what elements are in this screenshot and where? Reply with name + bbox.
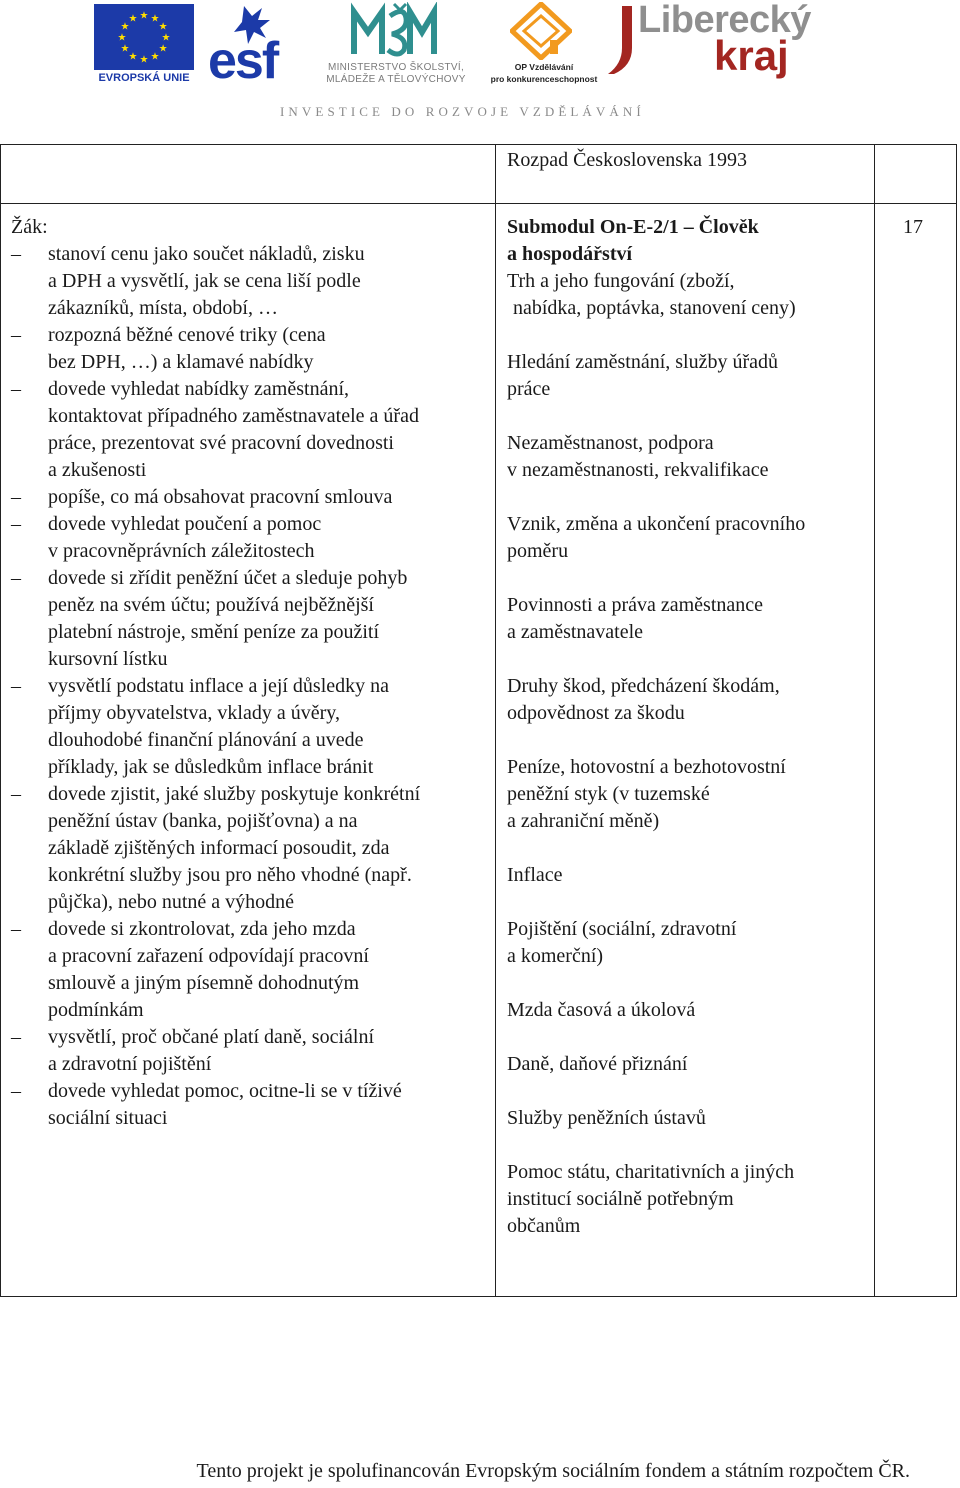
msmt-line2: MLÁDEŽE A TĚLOVÝCHOVY [326, 74, 466, 85]
outcome-item [11, 673, 491, 781]
eu-star-icon: ★ [128, 13, 138, 25]
outcome-line: peněžní ústav (banka, pojišťovna) a na [48, 810, 358, 832]
outcome-item [11, 322, 491, 376]
dash-bullet-icon: – [11, 324, 21, 346]
eu-caption: EVROPSKÁ UNIE [98, 72, 190, 84]
dash-bullet-icon: – [11, 567, 21, 589]
topic-line: Pojištění (sociální, zdravotní [507, 918, 737, 940]
submodule-subtopic-1: Trh a jeho fungování (zboží, [507, 270, 735, 292]
outcome-line: zákazníků, místa, období, … [48, 297, 278, 319]
eu-star-icon: ★ [161, 32, 171, 44]
eu-logo [94, 4, 194, 86]
outcome-item [11, 1078, 491, 1132]
outcome-line: práce, prezentovat své pracovní dovednosti [48, 432, 394, 454]
outcome-line: dovede zjistit, jaké služby poskytuje konkrétní [48, 783, 421, 805]
outcome-item [11, 376, 491, 484]
top-topic: Rozpad Československa 1993 [507, 149, 747, 171]
msmt-logo [306, 2, 486, 86]
outcome-line: vysvětlí podstatu inflace a její důsledky na [48, 675, 390, 697]
eu-star-icon: ★ [120, 43, 130, 55]
outcome-item [11, 1024, 491, 1078]
topic-line: Hledání zaměstnání, služby úřadů [507, 351, 779, 373]
topic-block [507, 997, 867, 1024]
topic-line: a zaměstnavatele [507, 621, 644, 643]
curriculum-table [0, 144, 957, 1297]
eu-star-icon: ★ [139, 54, 149, 66]
eu-star-icon: ★ [128, 51, 138, 63]
outcome-line: dovede vyhledat poučení a pomoc [48, 513, 322, 535]
topic-line: práce [507, 378, 551, 400]
outcome-item [11, 781, 491, 916]
dash-bullet-icon: – [11, 675, 21, 697]
topic-line: a komerční) [507, 945, 604, 967]
topic-line: Mzda časová a úkolová [507, 999, 696, 1021]
dash-bullet-icon: – [11, 486, 21, 508]
outcome-line: a pracovní zařazení odpovídají pracovní [48, 945, 369, 967]
lk-swoosh-icon [606, 4, 636, 76]
outcome-line: platební nástroje, smění peníze za použití [48, 621, 379, 643]
topic-line: odpovědnost za škodu [507, 702, 685, 724]
outcome-line: v pracovněprávních záležitostech [48, 540, 315, 562]
outcomes-list [11, 241, 491, 1132]
topic-line: peněžní styk (v tuzemské [507, 783, 710, 805]
op-vk-logo [488, 2, 600, 86]
footer-note: Tento projekt je spolufinancován Evropským sociálním fondem a státním rozpočtem ČR. [196, 1460, 910, 1482]
topic-block [507, 1051, 867, 1078]
outcome-item [11, 916, 491, 1024]
outcome-item [11, 565, 491, 673]
outcome-line: konkrétní služby jsou pro něho vhodné (např. [48, 864, 412, 886]
topic-line: Druhy škod, předcházení škodám, [507, 675, 780, 697]
eu-star-icon: ★ [139, 10, 149, 22]
topic-block [507, 862, 867, 889]
outcome-line: podmínkám [48, 999, 144, 1021]
outcome-line: kursovní lístku [48, 648, 168, 670]
outcome-line: vysvětlí, proč občané platí daně, sociální [48, 1026, 375, 1048]
outcome-line: příklady, jak se důsledkům inflace bránit [48, 756, 374, 778]
outcome-line: stanoví cenu jako součet nákladů, zisku [48, 243, 365, 265]
eu-star-icon: ★ [150, 13, 160, 25]
liberecky-kraj-logo [606, 0, 820, 84]
topic-line: Pomoc státu, charitativních a jiných [507, 1161, 795, 1183]
eu-star-icon: ★ [158, 21, 168, 33]
outcome-line: peněz na svém účtu; používá nejběžnější [48, 594, 374, 616]
topic-line: Daně, daňové přiznání [507, 1053, 688, 1075]
topic-line: poměru [507, 540, 569, 562]
dash-bullet-icon: – [11, 1080, 21, 1102]
outcome-line: základě zjištěných informací posoudit, zda [48, 837, 390, 859]
outcome-line: půjčka), nebo nutné a výhodné [48, 891, 295, 913]
submodule-subtopic-2: nabídka, poptávka, stanovení ceny) [513, 297, 796, 319]
outcome-line: dovede vyhledat pomoc, ocitne-li se v tíživé [48, 1080, 402, 1102]
row-divider [1, 203, 956, 204]
outcome-line: a zdravotní pojištění [48, 1053, 212, 1075]
dash-bullet-icon: – [11, 918, 21, 940]
topics-list [507, 349, 867, 1240]
topic-block [507, 511, 867, 565]
topic-block [507, 1105, 867, 1132]
eu-star-icon: ★ [150, 51, 160, 63]
outcome-line: a DPH a vysvětlí, jak se cena liší podle [48, 270, 361, 292]
submodule-heading-1: Submodul On-E-2/1 – Člověk [507, 216, 759, 238]
msmt-line1: MINISTERSTVO ŠKOLSTVÍ, [327, 62, 465, 73]
topic-line: občanům [507, 1215, 581, 1237]
topic-block [507, 754, 867, 835]
logo-banner [0, 0, 960, 130]
dash-bullet-icon: – [11, 783, 21, 805]
lk-line2: kraj [714, 32, 789, 79]
topic-block [507, 592, 867, 646]
outcome-line: dovede si zkontrolovat, zda jeho mzda [48, 918, 356, 940]
topic-block [507, 1159, 867, 1240]
topic-block [507, 349, 867, 403]
outcome-item [11, 511, 491, 565]
topic-line: Inflace [507, 864, 563, 886]
outcome-line: dovede si zřídit peněžní účet a sleduje pohyb [48, 567, 408, 589]
topic-line: Vznik, změna a ukončení pracovního [507, 513, 806, 535]
outcome-item [11, 241, 491, 322]
topic-line: Povinnosti a práva zaměstnance [507, 594, 764, 616]
column-divider [874, 145, 875, 1296]
column-divider [495, 145, 496, 1296]
esf-logo [204, 4, 300, 82]
eu-star-icon: ★ [117, 32, 127, 44]
dash-bullet-icon: – [11, 513, 21, 535]
topic-line: Peníze, hotovostní a bezhotovostní [507, 756, 786, 778]
topic-line: Služby peněžních ústavů [507, 1107, 706, 1129]
outcome-line: smlouvě a jiným písemně dohodnutým [48, 972, 360, 994]
op-line2: pro konkurenceschopnost [490, 74, 598, 84]
lk-line1: Liberecký [638, 0, 811, 41]
outcome-line: popíše, co má obsahovat pracovní smlouva [48, 486, 393, 508]
topic-block [507, 430, 867, 484]
pupil-outcomes-column [11, 214, 491, 1132]
outcome-line: kontaktovat případného zaměstnavatele a úřad [48, 405, 419, 427]
outcome-line: dovede vyhledat nabídky zaměstnání, [48, 378, 350, 400]
op-line1: OP Vzdělávání [514, 62, 574, 72]
esf-wordmark: esf [208, 32, 278, 82]
investice-tagline: INVESTICE DO ROZVOJE VZDĚLÁVÁNÍ [280, 104, 645, 119]
outcome-line: rozpozná běžné cenové triky (cena [48, 324, 326, 346]
hours-count: 17 [903, 216, 923, 238]
outcome-line: a zkušenosti [48, 459, 147, 481]
topic-block [507, 916, 867, 970]
topic-block [507, 673, 867, 727]
eu-star-icon: ★ [120, 21, 130, 33]
pupil-title: Žák: [11, 216, 48, 238]
outcome-line: sociální situaci [48, 1107, 168, 1129]
msmt-mark-icon [350, 2, 442, 58]
outcome-line: příjmy obyvatelstva, vklady a úvěry, [48, 702, 340, 724]
eu-flag-icon [94, 4, 194, 70]
outcome-line: dlouhodobé finanční plánování a uvede [48, 729, 364, 751]
dash-bullet-icon: – [11, 378, 21, 400]
outcome-item [11, 484, 491, 511]
op-vk-mark-icon [510, 2, 572, 60]
dash-bullet-icon: – [11, 1026, 21, 1048]
topic-line: v nezaměstnanosti, rekvalifikace [507, 459, 769, 481]
dash-bullet-icon: – [11, 243, 21, 265]
topic-line: a zahraniční měně) [507, 810, 660, 832]
topic-line: Nezaměstnanost, podpora [507, 432, 714, 454]
content-column [507, 214, 867, 1267]
eu-star-icon: ★ [158, 43, 168, 55]
submodule-heading-2: a hospodářství [507, 243, 633, 265]
topic-line: institucí sociálně potřebným [507, 1188, 734, 1210]
outcome-line: bez DPH, …) a klamavé nabídky [48, 351, 314, 373]
